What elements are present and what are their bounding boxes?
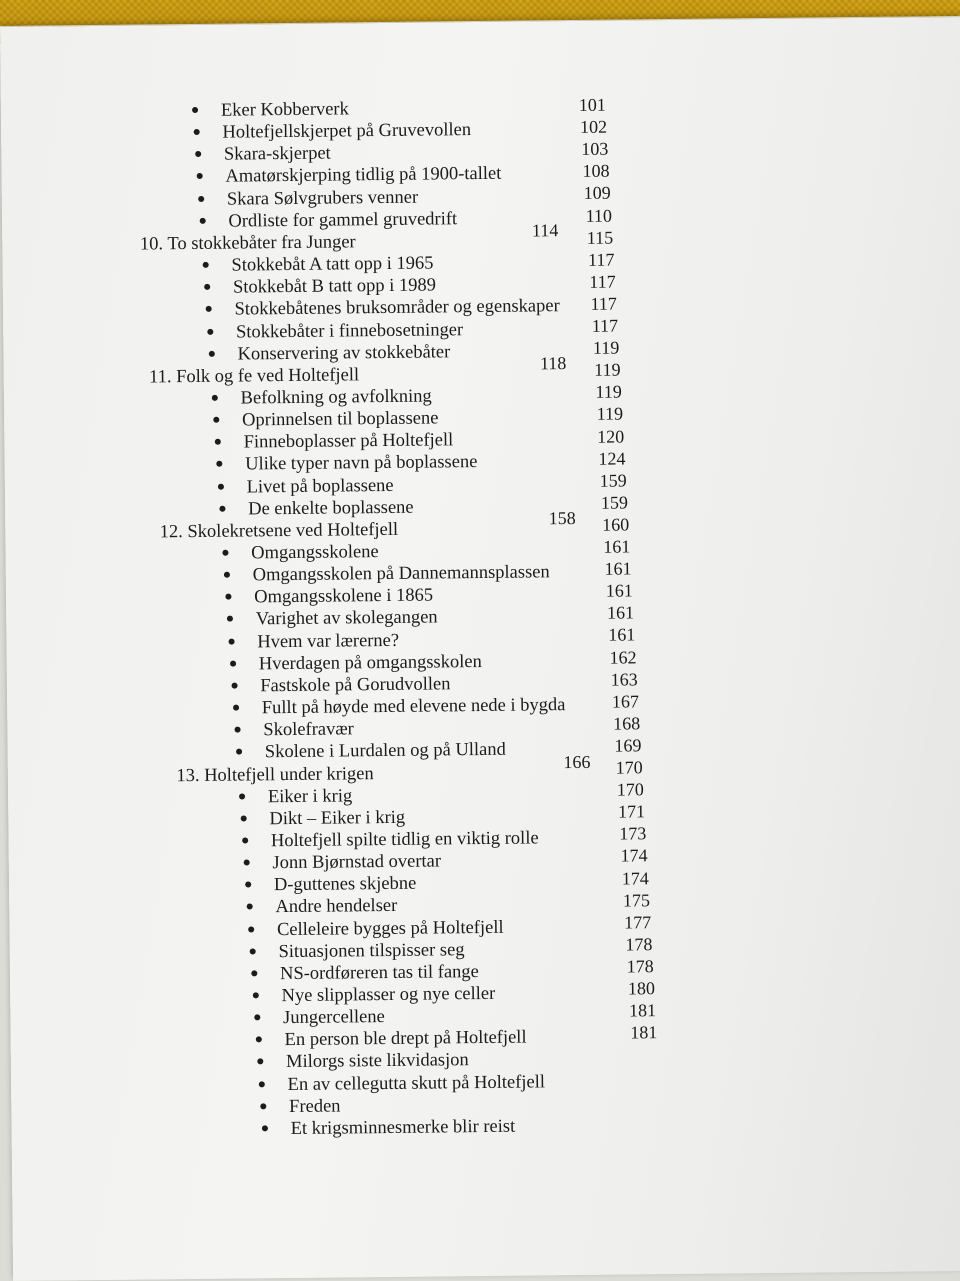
- item-title: Hvem var lærerne?: [257, 628, 399, 653]
- bullet-icon: ●: [210, 387, 219, 411]
- bullet-icon: ●: [215, 453, 224, 477]
- page-number: 117: [574, 247, 614, 271]
- bullet-icon: ●: [212, 409, 221, 433]
- page-number: 119: [580, 358, 620, 382]
- page-number: 177: [611, 910, 651, 934]
- bullet-icon: ●: [206, 320, 215, 344]
- item-title: D-guttenes skjebne: [274, 872, 417, 897]
- bullet-icon: ●: [201, 254, 210, 278]
- bullet-icon: ●: [192, 121, 201, 145]
- chapter-title: 10. To stokkebåter fra Junger: [140, 230, 356, 256]
- bullet-icon: ●: [214, 431, 223, 455]
- item-title: Amatørskjerping tidlig på 1900-tallet: [225, 162, 501, 189]
- bullet-icon: ●: [191, 99, 200, 123]
- item-title: Omgangsskolene: [251, 540, 379, 565]
- item-title: Ulike typer navn på boplassene: [245, 450, 477, 476]
- page-number: 119: [582, 380, 622, 404]
- bullet-icon: ●: [241, 829, 250, 853]
- chapter-title: 11. Folk og fe ved Holtefjell: [149, 363, 359, 389]
- item-title: Finneboplasser på Holtefjell: [244, 429, 454, 455]
- bullet-icon: ●: [203, 276, 212, 300]
- item-title: Skolene i Lurdalen og på Ulland: [265, 738, 506, 765]
- item-title: Eiker i krig: [268, 784, 353, 809]
- page-number: 175: [610, 888, 650, 912]
- item-title: Fullt på høyde med elevene nede i bygda: [262, 693, 566, 720]
- page-number: 159: [587, 468, 627, 492]
- chapter-page-number: 166: [550, 749, 590, 773]
- item-title: Situasjonen tilspisser seg: [278, 938, 464, 964]
- chapter-page-number: 114: [518, 218, 558, 242]
- bullet-icon: ●: [251, 984, 260, 1008]
- bullet-icon: ●: [223, 564, 232, 588]
- page-number: 119: [579, 336, 619, 360]
- bullet-icon: ●: [195, 165, 204, 189]
- item-title: Ordliste for gammel gruvedrift: [228, 207, 457, 233]
- item-title: Oprinnelsen til boplassene: [242, 407, 439, 433]
- page-number: 161: [594, 601, 634, 625]
- item-title: NS-ordføreren tas til fange: [280, 960, 479, 986]
- item-title: Celleleire bygges på Holtefjell: [277, 915, 504, 941]
- bullet-icon: ●: [261, 1117, 270, 1141]
- item-title: Varighet av skolegangen: [256, 606, 438, 632]
- item-title: Freden: [289, 1094, 341, 1119]
- bullet-icon: ●: [232, 697, 241, 721]
- item-title: Stokkebåter i finnebosetninger: [236, 318, 463, 344]
- page-number: 162: [596, 645, 636, 669]
- table-of-contents: [0, 17, 960, 1281]
- page-number: 161: [590, 534, 630, 558]
- bullet-icon: ●: [230, 674, 239, 698]
- bullet-icon: ●: [198, 210, 207, 234]
- bullet-icon: ●: [221, 542, 230, 566]
- page-number: 169: [601, 733, 641, 757]
- item-title: Stokkebåt B tatt opp i 1989: [233, 274, 436, 300]
- page-number: 174: [607, 844, 647, 868]
- chapter-title: 12. Skolekretsene ved Holtefjell: [160, 518, 399, 544]
- item-title: Holtefjell spilte tidlig en viktig rolle: [271, 826, 539, 853]
- page-number: 161: [595, 623, 635, 647]
- item-title: De enkelte boplassene: [248, 495, 414, 521]
- page-number: 117: [576, 269, 616, 293]
- item-title: Omgangsskolen på Dannemannsplassen: [253, 560, 550, 587]
- bullet-icon: ●: [256, 1051, 265, 1075]
- page-number: 119: [583, 402, 623, 426]
- page-number: 181: [616, 998, 656, 1022]
- item-title: En person ble drept på Holtefjell: [284, 1026, 526, 1053]
- page-number: 173: [606, 822, 646, 846]
- item-title: Jonn Bjørnstad overtar: [272, 850, 441, 876]
- item-title: Fastskole på Gorudvollen: [260, 672, 450, 698]
- page-number: 170: [603, 755, 643, 779]
- page-number: 167: [599, 689, 639, 713]
- page-number: 161: [591, 557, 631, 581]
- chapter-page-number: 118: [526, 351, 566, 375]
- item-title: Stokkebåt A tatt opp i 1965: [231, 252, 433, 278]
- page-number: 170: [604, 777, 644, 801]
- page-number: 120: [584, 424, 624, 448]
- page-number: 181: [617, 1020, 657, 1044]
- bullet-icon: ●: [229, 652, 238, 676]
- page-number: 117: [578, 314, 618, 338]
- item-title: Livet på boplassene: [247, 473, 394, 499]
- page-number: 110: [572, 203, 612, 227]
- chapter-page-number: 158: [536, 506, 576, 530]
- bullet-icon: ●: [207, 342, 216, 366]
- bullet-icon: ●: [226, 608, 235, 632]
- item-title: En av cellegutta skutt på Holtefjell: [287, 1070, 545, 1097]
- page-number: 103: [568, 137, 608, 161]
- chapter-title: 13. Holtefjell under krigen: [176, 762, 374, 788]
- page-number: 124: [585, 446, 625, 470]
- bullet-icon: ●: [253, 1006, 262, 1030]
- item-title: Skara Sølvgrubers venner: [227, 185, 418, 211]
- bullet-icon: ●: [257, 1073, 266, 1097]
- page-number: 109: [571, 181, 611, 205]
- page-number: 102: [567, 115, 607, 139]
- item-title: Holtefjellskjerpet på Gruvevollen: [222, 118, 471, 145]
- bullet-icon: ●: [250, 962, 259, 986]
- item-title: Milorgs siste likvidasjon: [286, 1049, 469, 1075]
- document-page: [0, 16, 960, 1281]
- item-title: Et krigsminnesmerke blir reist: [291, 1115, 516, 1141]
- bullet-icon: ●: [242, 852, 251, 876]
- bullet-icon: ●: [254, 1029, 263, 1053]
- item-title: Andre hendelser: [275, 894, 397, 919]
- page-number: 163: [598, 667, 638, 691]
- page-number: 168: [600, 711, 640, 735]
- page-number: 171: [605, 799, 645, 823]
- page-number: 115: [573, 225, 613, 249]
- bullet-icon: ●: [218, 497, 227, 521]
- bullet-icon: ●: [238, 785, 247, 809]
- item-title: Skara-skjerpet: [224, 142, 331, 167]
- page-number: 178: [614, 954, 654, 978]
- item-title: Skolefravær: [263, 718, 354, 743]
- page-number: 161: [593, 579, 633, 603]
- bullet-icon: ●: [248, 940, 257, 964]
- page-number: 160: [589, 512, 629, 536]
- bullet-icon: ●: [239, 807, 248, 831]
- item-title: Dikt – Eiker i krig: [269, 806, 405, 831]
- bullet-icon: ●: [233, 719, 242, 743]
- bullet-icon: ●: [197, 187, 206, 211]
- page-number: 178: [612, 932, 652, 956]
- page-number: 174: [609, 866, 649, 890]
- bullet-icon: ●: [204, 298, 213, 322]
- item-title: Omgangsskolene i 1865: [254, 584, 433, 610]
- bullet-icon: ●: [244, 874, 253, 898]
- page-number: 108: [569, 159, 609, 183]
- page-number: 117: [577, 291, 617, 315]
- bullet-icon: ●: [247, 918, 256, 942]
- page-number: 159: [588, 490, 628, 514]
- bullet-icon: ●: [235, 741, 244, 765]
- item-title: Hverdagen på omgangsskolen: [259, 650, 482, 676]
- item-title: Nye slipplasser og nye celler: [281, 982, 495, 1008]
- page-number: 180: [615, 976, 655, 1000]
- item-title: Konservering av stokkebåter: [237, 340, 450, 366]
- bullet-icon: ●: [227, 630, 236, 654]
- item-title: Jungercellene: [283, 1005, 385, 1030]
- bullet-icon: ●: [245, 896, 254, 920]
- bullet-icon: ●: [217, 475, 226, 499]
- item-title: Eker Kobberverk: [221, 97, 349, 122]
- bullet-icon: ●: [194, 143, 203, 167]
- bullet-icon: ●: [259, 1095, 268, 1119]
- item-title: Befolkning og avfolkning: [240, 384, 431, 410]
- page-number: 101: [566, 93, 606, 117]
- bullet-icon: ●: [224, 586, 233, 610]
- item-title: Stokkebåtenes bruksområder og egenskaper: [234, 294, 559, 321]
